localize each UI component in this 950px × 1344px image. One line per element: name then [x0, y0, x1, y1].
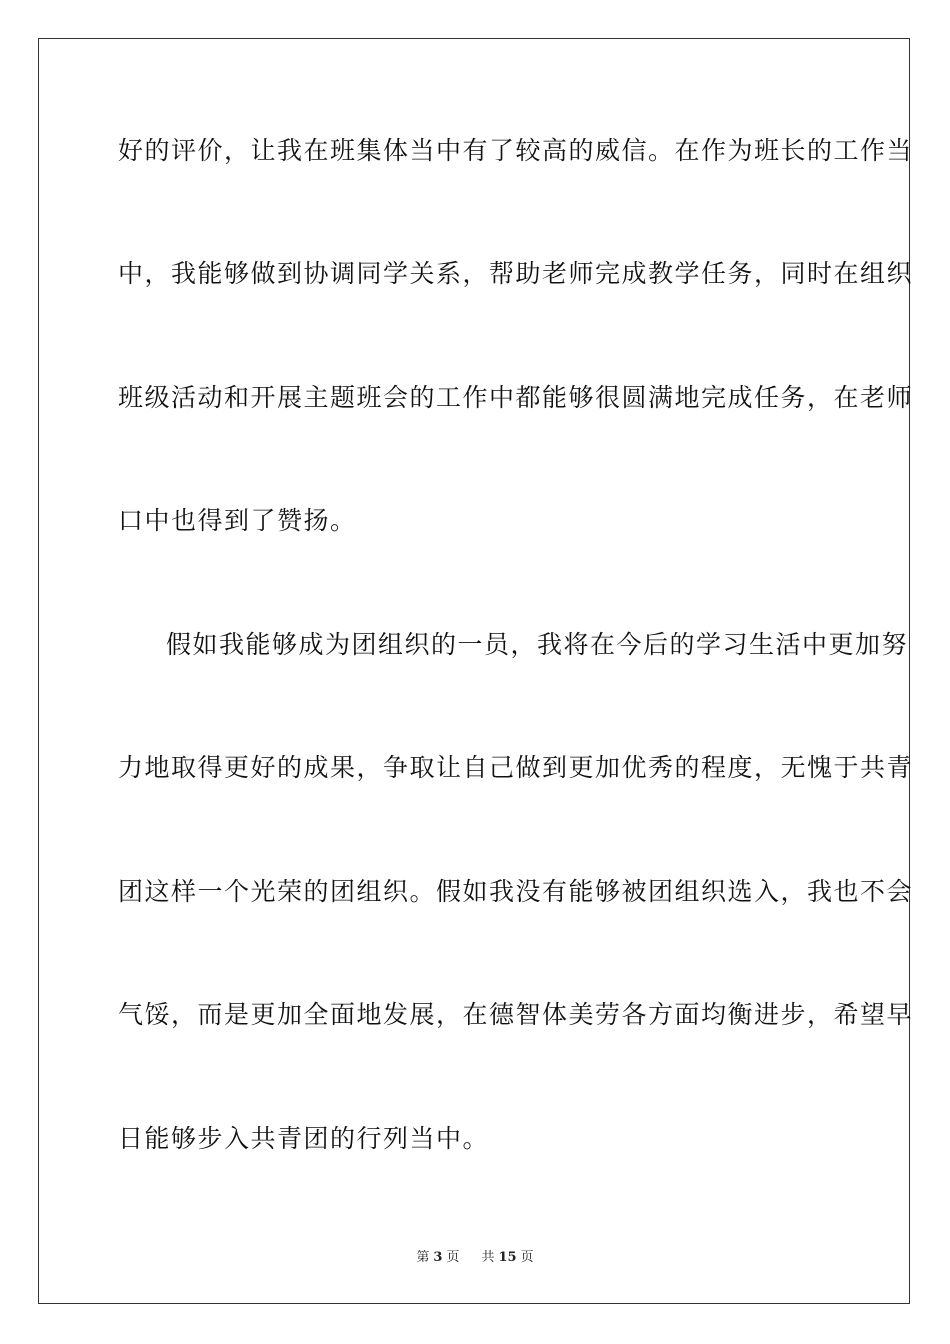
text-line: 气馁，而是更加全面地发展，在德智体美劳各方面均衡进步，希望早: [118, 1000, 914, 1029]
page-footer: [0, 1246, 950, 1265]
text-line: 班级活动和开展主题班会的工作中都能够很圆满地完成任务，在老师: [118, 383, 914, 412]
text-line: 日能够步入共青团的行列当中。: [118, 1124, 490, 1153]
total-prefix: 共: [481, 1250, 495, 1265]
text-line: 团这样一个光荣的团组织。假如我没有能够被团组织选入，我也不会: [118, 877, 914, 906]
page-prefix: 第: [416, 1250, 430, 1265]
total-suffix: 页: [520, 1250, 534, 1265]
total-pages: 15: [498, 1250, 517, 1265]
text-line: 口中也得到了赞扬。: [118, 506, 357, 535]
page-suffix: 页: [446, 1250, 460, 1265]
page-number: 3: [433, 1250, 443, 1265]
text-line: 假如我能够成为团组织的一员，我将在今后的学习生活中更加努: [166, 630, 909, 659]
text-line: 中，我能够做到协调同学关系，帮助老师完成教学任务，同时在组织: [118, 259, 914, 288]
text-line: 力地取得更好的成果，争取让自己做到更加优秀的程度，无愧于共青: [118, 753, 914, 782]
page-border: [38, 38, 914, 1304]
text-line: 好的评价，让我在班集体当中有了较高的威信。在作为班长的工作当: [118, 136, 914, 165]
